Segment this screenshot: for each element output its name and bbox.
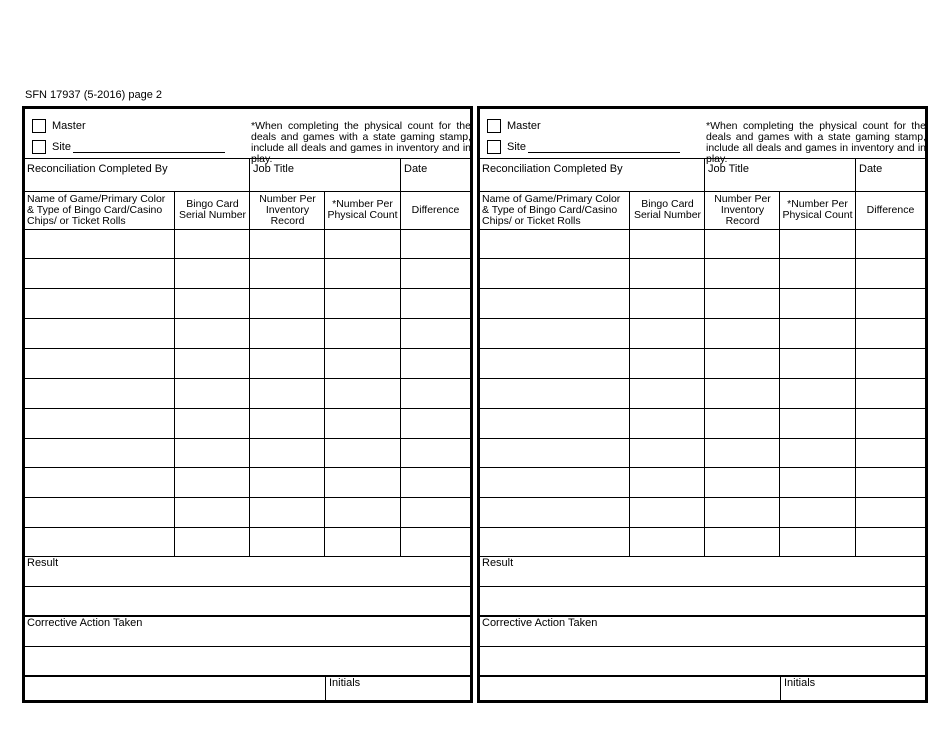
divider (249, 191, 250, 556)
corrective-action-field[interactable] (480, 646, 925, 647)
column-header-physical-count: *Number Per Physical Count (782, 198, 853, 221)
divider (704, 158, 705, 191)
table-row[interactable] (25, 378, 470, 379)
divider (779, 191, 780, 556)
divider (25, 158, 470, 159)
date-label: Date (404, 163, 428, 175)
divider (400, 158, 401, 191)
table-row[interactable] (480, 258, 925, 259)
site-label: Site (52, 141, 71, 153)
inventory-panel-left (22, 106, 473, 703)
result-field[interactable] (25, 586, 470, 587)
result-field[interactable] (480, 586, 925, 587)
table-row[interactable] (480, 288, 925, 289)
divider (480, 158, 925, 159)
site-checkbox[interactable] (32, 140, 46, 154)
table-row[interactable] (480, 378, 925, 379)
table-row[interactable] (25, 438, 470, 439)
table-row[interactable] (25, 556, 470, 557)
reconciliation-label: Reconciliation Completed By (482, 163, 623, 175)
master-checkbox[interactable] (32, 119, 46, 133)
result-label: Result (27, 557, 59, 569)
initials-label: Initials (784, 677, 816, 689)
table-row[interactable] (480, 467, 925, 468)
job-title-label: Job Title (708, 163, 749, 175)
column-header-serial-number: Bingo Card Serial Number (633, 198, 702, 221)
corrective-action-label: Corrective Action Taken (482, 617, 598, 629)
divider (325, 676, 326, 703)
table-row[interactable] (25, 258, 470, 259)
site-field[interactable] (73, 152, 225, 153)
table-row[interactable] (480, 318, 925, 319)
column-header-physical-count: *Number Per Physical Count (327, 198, 398, 221)
table-row[interactable] (480, 497, 925, 498)
divider (25, 675, 470, 677)
table-row[interactable] (480, 348, 925, 349)
site-field[interactable] (528, 152, 680, 153)
site-label: Site (507, 141, 526, 153)
corrective-action-label: Corrective Action Taken (27, 617, 143, 629)
table-row[interactable] (480, 556, 925, 557)
table-row[interactable] (25, 527, 470, 528)
table-row[interactable] (25, 318, 470, 319)
column-header-game-name: Name of Game/Primary Color & Type of Bingo Card/Casino Chips/ or Ticket Rolls (27, 192, 166, 227)
table-row[interactable] (25, 467, 470, 468)
divider (629, 191, 630, 556)
table-row[interactable] (25, 348, 470, 349)
divider (855, 191, 856, 556)
table-row[interactable] (480, 229, 925, 230)
physical-count-note: *When completing the physical count for the deals and games with a state gaming stamp, include all deals and games in inventory and in play. (706, 120, 926, 165)
column-header-difference: Difference (411, 203, 460, 216)
physical-count-note: *When completing the physical count for the deals and games with a state gaming stamp, include all deals and games in inventory and in play. (251, 120, 471, 165)
divider (249, 158, 250, 191)
divider (480, 675, 925, 677)
site-checkbox[interactable] (487, 140, 501, 154)
master-checkbox[interactable] (487, 119, 501, 133)
date-label: Date (859, 163, 883, 175)
column-header-difference: Difference (866, 203, 915, 216)
divider (400, 191, 401, 556)
corrective-action-field[interactable] (25, 646, 470, 647)
reconciliation-label: Reconciliation Completed By (27, 163, 168, 175)
form-id: SFN 17937 (5-2016) page 2 (25, 89, 162, 101)
table-row[interactable] (25, 229, 470, 230)
result-label: Result (482, 557, 514, 569)
table-row[interactable] (480, 408, 925, 409)
column-header-serial-number: Bingo Card Serial Number (178, 198, 247, 221)
table-row[interactable] (480, 438, 925, 439)
job-title-label: Job Title (253, 163, 294, 175)
column-header-inventory-record: Number Per Inventory Record (259, 192, 316, 227)
master-label: Master (507, 120, 541, 132)
table-row[interactable] (25, 408, 470, 409)
initials-label: Initials (329, 677, 361, 689)
column-header-game-name: Name of Game/Primary Color & Type of Bingo Card/Casino Chips/ or Ticket Rolls (482, 192, 621, 227)
table-row[interactable] (25, 288, 470, 289)
column-header-inventory-record: Number Per Inventory Record (714, 192, 771, 227)
master-label: Master (52, 120, 86, 132)
table-row[interactable] (480, 527, 925, 528)
divider (324, 191, 325, 556)
inventory-panel-right (477, 106, 928, 703)
table-row[interactable] (25, 497, 470, 498)
divider (174, 191, 175, 556)
divider (780, 676, 781, 703)
divider (704, 191, 705, 556)
divider (855, 158, 856, 191)
